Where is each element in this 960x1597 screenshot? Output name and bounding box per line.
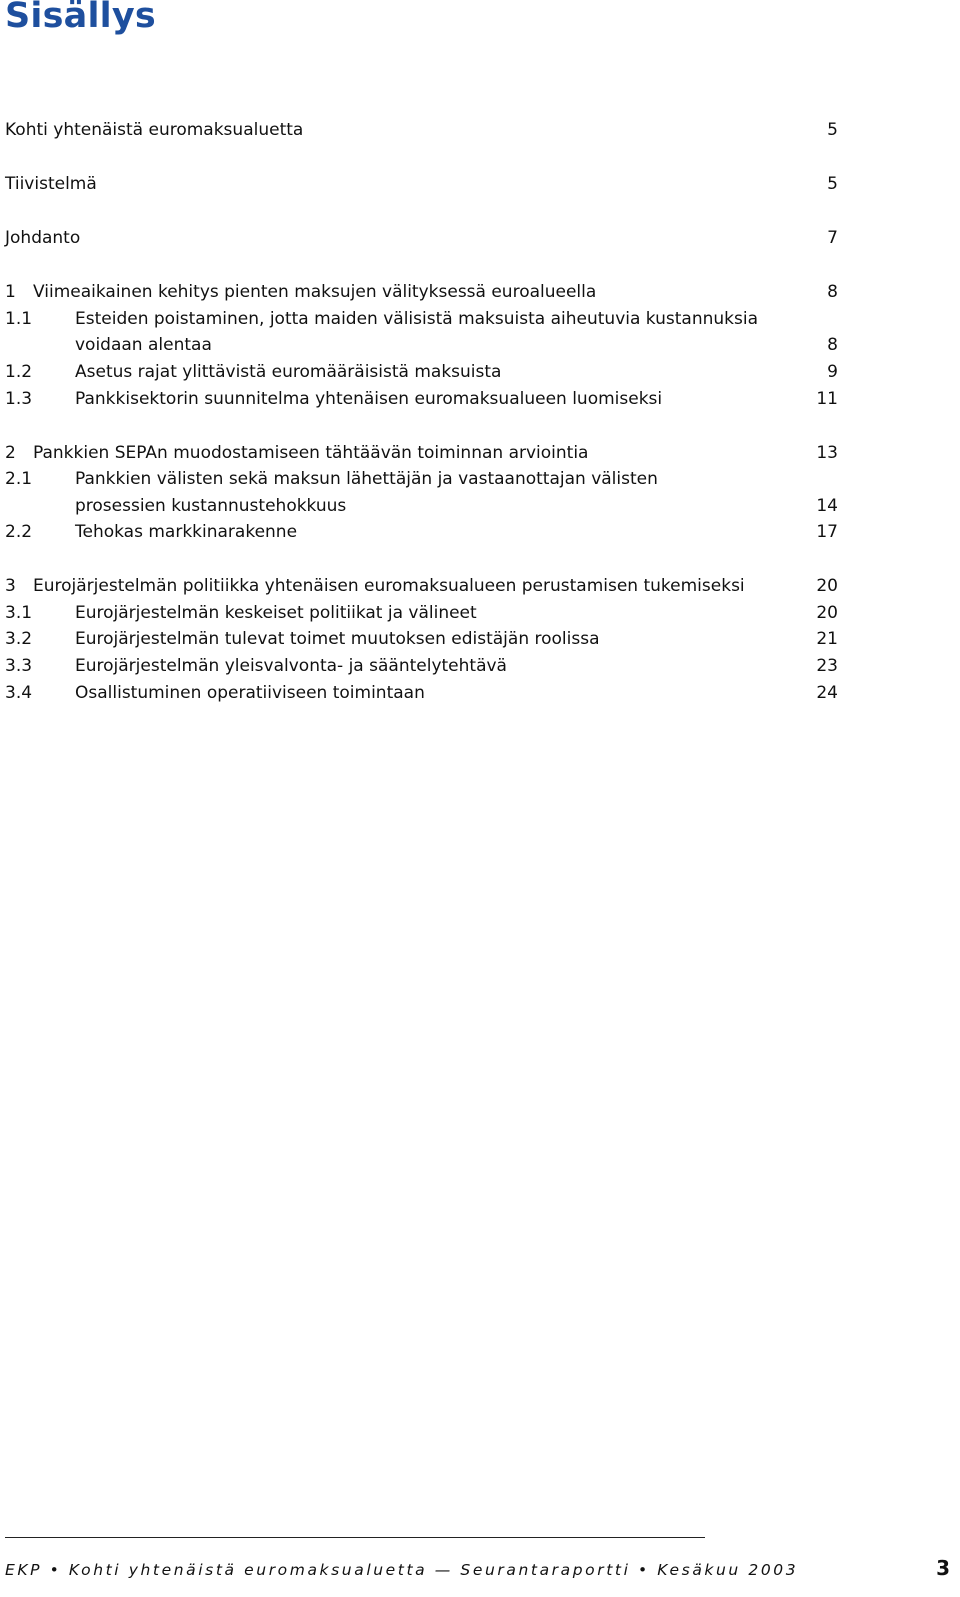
toc-entry	[0, 466, 838, 493]
toc-entry-title: Pankkien välisten sekä maksun lähettäjän ja vastaanottajan välisten	[75, 469, 658, 489]
toc-entry-page: 23	[816, 656, 838, 676]
toc-entry	[0, 573, 838, 600]
toc-entry-title: Tiivistelmä	[5, 174, 97, 194]
toc-entry-page: 20	[816, 576, 838, 596]
toc-entry-title: Kohti yhtenäistä euromaksualuetta	[5, 120, 304, 140]
toc-entry-page: 11	[816, 389, 838, 409]
toc-entry	[0, 306, 838, 333]
toc-entry-number: 3.3	[5, 656, 33, 676]
footer	[5, 1557, 955, 1583]
toc-entry	[0, 225, 838, 252]
toc-entry-page: 8	[827, 335, 838, 355]
toc-entry-title: Eurojärjestelmän yleisvalvonta- ja sääntelytehtävä	[75, 656, 507, 676]
toc-entry	[0, 386, 838, 413]
footer-text: EKP • Kohti yhtenäistä euromaksualuetta — Seurantaraportti • Kesäkuu 2003	[5, 1561, 799, 1579]
toc-entry-number: 2.2	[5, 522, 33, 542]
toc-entry	[0, 626, 838, 653]
toc-entry-title: Eurojärjestelmän politiikka yhtenäisen euromaksualueen perustamisen tukemiseksi	[33, 576, 745, 596]
toc-entry-page: 8	[827, 282, 838, 302]
toc-entry-page: 13	[816, 443, 838, 463]
toc-entry	[0, 680, 838, 707]
toc-entry-number: 1.1	[5, 309, 33, 329]
toc-entry-page: 5	[827, 174, 838, 194]
toc-entry-title: prosessien kustannustehokkuus	[75, 496, 347, 516]
toc-entry-title: Viimeaikainen kehitys pienten maksujen välityksessä euroalueella	[33, 282, 597, 302]
toc-entry	[0, 359, 838, 386]
toc-entry	[0, 117, 838, 144]
toc-entry-number: 2.1	[5, 469, 33, 489]
toc-entry-page: 17	[816, 522, 838, 542]
toc-entry	[0, 493, 838, 520]
toc-entry-title: Osallistuminen operatiiviseen toimintaan	[75, 683, 425, 703]
toc-entry-title: Eurojärjestelmän keskeiset politiikat ja välineet	[75, 603, 477, 623]
toc-entry	[0, 171, 838, 198]
toc-entry	[0, 653, 838, 680]
toc-entry-page: 9	[827, 362, 838, 382]
toc-entry-title: Esteiden poistaminen, jotta maiden välisistä maksuista aiheutuvia kustannuksia	[75, 309, 758, 329]
toc-entry-page: 14	[816, 496, 838, 516]
toc-entry-page: 5	[827, 120, 838, 140]
toc-entry-title: Tehokas markkinarakenne	[75, 522, 298, 542]
toc-entry-title: Pankkien SEPAn muodostamiseen tähtäävän toiminnan arviointia	[33, 443, 589, 463]
toc-entry-number: 3.2	[5, 629, 33, 649]
toc-entry-number: 1	[5, 282, 16, 302]
toc-entry-title: Pankkisektorin suunnitelma yhtenäisen euromaksualueen luomiseksi	[75, 389, 663, 409]
toc-entry	[0, 600, 838, 627]
toc-entry-page: 24	[816, 683, 838, 703]
toc-entry-number: 3.1	[5, 603, 33, 623]
toc-entry-number: 3.4	[5, 683, 33, 703]
toc-entry-number: 1.3	[5, 389, 33, 409]
toc-entry-page: 7	[827, 228, 838, 248]
toc-entry	[0, 519, 838, 546]
toc-entry-title: voidaan alentaa	[75, 335, 212, 355]
toc-entry	[0, 332, 838, 359]
toc-entry-page: 20	[816, 603, 838, 623]
toc-entry-title: Asetus rajat ylittävistä euromääräisistä maksuista	[75, 362, 502, 382]
toc-entry-number: 1.2	[5, 362, 33, 382]
toc-entry-page: 21	[816, 629, 838, 649]
footer-rule	[5, 1537, 705, 1538]
toc-entry	[0, 440, 838, 467]
footer-page-number: 3	[936, 1556, 950, 1580]
toc-entry-title: Eurojärjestelmän tulevat toimet muutoksen edistäjän roolissa	[75, 629, 600, 649]
toc-entry-number: 2	[5, 443, 16, 463]
toc-entry-title: Johdanto	[5, 228, 81, 248]
toc-entry-number: 3	[5, 576, 16, 596]
toc-entry	[0, 279, 838, 306]
page-title: Sisällys	[5, 0, 156, 36]
